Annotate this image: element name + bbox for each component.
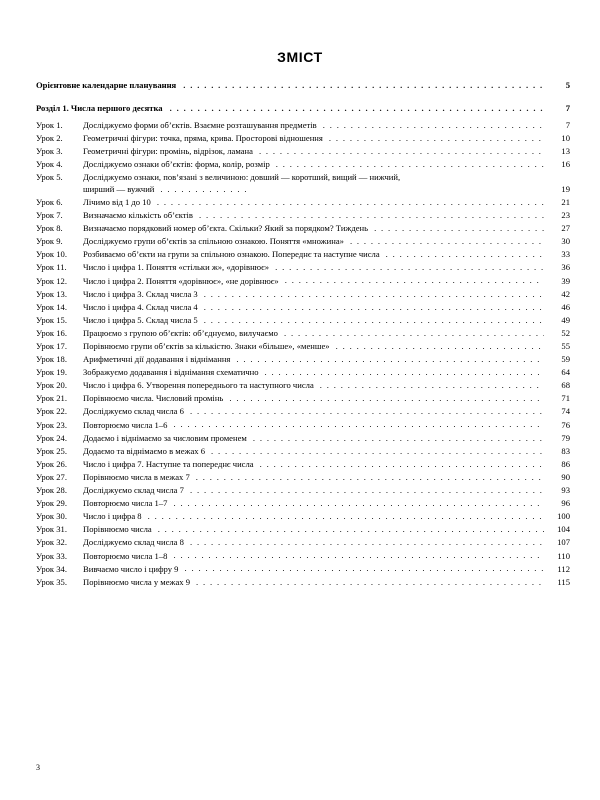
toc-entry-number: Урок 26. [36, 458, 67, 469]
toc-entry-page: 96 [561, 498, 570, 509]
toc-entry-label: Число і цифра 3. Склад числа 3 [83, 288, 198, 299]
toc-entry-page: 112 [557, 563, 570, 574]
toc-entry-label: Порівнюємо числа у межах 9 [83, 576, 191, 587]
toc-entry-number: Урок 22. [36, 406, 67, 417]
toc-entry-number: Урок 17. [36, 341, 67, 351]
toc-entry-lesson[interactable] [36, 512, 570, 522]
toc-entry-lesson[interactable] [36, 160, 570, 170]
toc-entry-lesson[interactable] [36, 447, 570, 457]
dot-leader [170, 104, 544, 113]
toc-entry-label: Число і цифра 7. Наступне та попереднє числа [83, 458, 254, 469]
dot-leader [350, 237, 544, 246]
toc-entry-lesson[interactable] [36, 551, 570, 561]
dot-leader [276, 160, 544, 169]
dot-leader [236, 355, 544, 364]
dot-leader [285, 276, 544, 285]
toc-entry-lesson[interactable] [36, 250, 570, 260]
toc-entry-label-cont: ширший — вужчий [83, 183, 155, 194]
toc-entry-page: 64 [561, 367, 570, 378]
dot-leader [173, 499, 544, 508]
toc-entry-page: 42 [561, 288, 570, 299]
toc-entry-page: 16 [561, 159, 570, 170]
toc-entry-number: Урок 34. [36, 563, 67, 574]
toc-entry-page: 74 [561, 406, 570, 417]
toc-entry-label: Геометричні фігури: промінь, відрізок, ламана [83, 146, 253, 157]
toc-entry-page: 100 [557, 511, 570, 522]
toc-entry-number: Урок 23. [36, 419, 67, 430]
dot-leader [320, 381, 544, 390]
toc-entry-page: 7 [565, 103, 570, 114]
toc-entry-label: Число і цифра 6. Утворення попереднього та наступного числа [83, 380, 314, 391]
dot-leader [173, 420, 544, 429]
toc-entry-lesson[interactable] [36, 407, 570, 417]
toc-entry-label: Зображуємо додавання і віднімання схематично [83, 367, 259, 378]
toc-entry-page: 76 [561, 419, 570, 430]
toc-entry-lesson[interactable] [36, 316, 570, 326]
toc-entry-lesson[interactable] [36, 147, 570, 157]
toc-entry-page: 68 [561, 380, 570, 391]
toc-entry-lesson[interactable] [36, 564, 570, 574]
toc-entry-lesson[interactable] [36, 486, 570, 496]
toc-entry-page: 13 [561, 146, 570, 157]
toc-entry-page: 115 [557, 576, 570, 587]
dot-leader [204, 316, 544, 325]
toc-entry-page: 104 [557, 524, 570, 535]
toc-entry-label: Порівнюємо числа в межах 7 [83, 471, 190, 482]
toc-entry-number: Урок 5. [36, 172, 63, 183]
toc-entry-lesson[interactable] [36, 368, 570, 378]
dot-leader [259, 147, 544, 156]
toc-entry-label: Досліджуємо склад числа 6 [83, 406, 184, 417]
toc-entry-lesson[interactable] [36, 237, 570, 247]
toc-lesson-list [36, 121, 570, 588]
toc-entry-page: 39 [561, 275, 570, 286]
toc-entry-label: Визначаємо порядковий номер об’єкта. Скільки? Який за порядком? Тиждень [83, 223, 369, 234]
toc-entry-label: Визначаємо кількість об’єктів [83, 210, 193, 221]
toc-entry-label: Досліджуємо ознаки об’єктів: форма, колір, розмір [83, 159, 270, 170]
toc-entry-label: Досліджуємо групи об’єктів за спільною ознакою. Поняття «множина» [83, 236, 344, 247]
dot-leader [190, 407, 544, 416]
toc-entry-section-1[interactable] [36, 104, 570, 114]
toc-entry-lesson[interactable] [36, 578, 570, 588]
toc-entry-label: Розбиваємо об’єкти на групи за спільною ознакою. Попереднє та наступне числа [83, 249, 380, 260]
toc-entry-lesson[interactable] [36, 263, 570, 273]
toc-entry-page: 71 [561, 393, 570, 404]
toc-entry-label: Додаємо і віднімаємо за числовим променем [83, 432, 247, 443]
toc-entry-number: Урок 31. [36, 524, 67, 535]
dot-leader [173, 551, 544, 560]
toc-entry-lesson[interactable] [36, 121, 570, 131]
toc-entry-lesson[interactable] [36, 134, 570, 144]
dot-leader [253, 434, 544, 443]
dot-leader [323, 121, 544, 130]
toc-entry-label: Повторюємо числа 1–7 [83, 498, 168, 509]
toc-entry-lesson[interactable] [36, 224, 570, 234]
toc-entry-lesson[interactable] [36, 460, 570, 470]
dot-leader [184, 564, 544, 573]
toc-entry-number: Урок 9. [36, 236, 63, 247]
toc-entry-page: 107 [557, 537, 570, 548]
dot-leader [190, 538, 544, 547]
dot-leader [204, 290, 544, 299]
page-title: ЗМІСТ [277, 49, 323, 65]
dot-leader [148, 512, 544, 521]
toc-entry-label: Лічимо від 1 до 10 [83, 196, 151, 207]
toc-entry-page: 90 [561, 471, 570, 482]
toc-entry-number: Урок 33. [36, 550, 67, 561]
toc-entry-number: Урок 16. [36, 327, 67, 338]
toc-entry-number: Урок 4. [36, 159, 63, 170]
toc-entry-number: Урок 28. [36, 485, 67, 496]
toc-entry-lesson[interactable] [36, 499, 570, 509]
toc-entry-page: 55 [561, 341, 570, 351]
dot-leader [336, 342, 544, 351]
toc-entry-page: 59 [561, 354, 570, 365]
toc-entry-label: Геометричні фігури: точка, пряма, крива. Просторові відношення [83, 133, 323, 144]
toc-entry-label: Число і цифра 8 [83, 511, 142, 522]
toc-entry-page: 7 [565, 120, 570, 131]
toc-entry-lesson[interactable] [36, 303, 570, 313]
toc-entry-page: 19 [561, 183, 570, 194]
toc-entry-lesson[interactable] [36, 538, 570, 548]
toc-entry-number: Урок 21. [36, 393, 67, 404]
toc-entry-lesson[interactable] [36, 381, 570, 391]
dot-leader [265, 368, 544, 377]
toc-entry-page: 33 [561, 249, 570, 260]
toc-entry-number: Урок 3. [36, 146, 63, 157]
toc-entry-number: Урок 35. [36, 576, 67, 587]
toc-entry-label: Число і цифра 5. Склад числа 5 [83, 314, 198, 325]
toc-entry-lesson[interactable] [36, 355, 570, 365]
toc-entry-number: Урок 10. [36, 249, 67, 260]
toc-entry-page: 30 [561, 236, 570, 247]
toc-entry-lesson[interactable] [36, 329, 570, 339]
toc-entry-label: Число і цифра 4. Склад числа 4 [83, 301, 198, 312]
dot-leader [211, 447, 544, 456]
dot-leader [199, 211, 544, 220]
toc-entry-label: Порівнюємо числа [83, 524, 152, 535]
toc-entry-page: 27 [561, 223, 570, 234]
toc-entry-lesson[interactable] [36, 173, 570, 194]
toc-entry-page: 49 [561, 314, 570, 325]
dot-leader [204, 303, 544, 312]
toc-entry-number: Урок 11. [36, 262, 67, 273]
toc-entry-page: 21 [561, 196, 570, 207]
dot-leader [158, 525, 544, 534]
toc-entry-lesson[interactable] [36, 525, 570, 535]
dot-leader [160, 185, 544, 194]
toc-entry-lesson[interactable] [36, 290, 570, 300]
toc-entry-number: Урок 12. [36, 275, 67, 286]
dot-leader [374, 224, 544, 233]
dot-leader [183, 81, 544, 90]
toc-entry-page: 5 [565, 80, 570, 91]
toc-entry-label: Повторюємо числа 1–6 [83, 419, 168, 430]
toc-entry-page: 36 [561, 262, 570, 273]
toc-entry-label: Порівнюємо групи об’єктів за кількістю. Знаки «більше», «менше» [83, 341, 330, 351]
toc-entry-label: Досліджуємо форми об’єктів. Взаємне розташування предметів [83, 120, 317, 131]
toc-entry-page: 86 [561, 458, 570, 469]
toc-entry-number: Урок 25. [36, 445, 67, 456]
toc-entry-number: Урок 27. [36, 471, 67, 482]
toc-entry-page: 10 [561, 133, 570, 144]
toc-entry-page: 110 [557, 550, 570, 561]
toc-entry-lesson[interactable] [36, 473, 570, 483]
toc-entry-number: Урок 19. [36, 367, 67, 378]
toc-entry-number: Урок 24. [36, 432, 67, 443]
toc-entry-label: Порівнюємо числа. Числовий промінь [83, 393, 224, 404]
dot-leader [329, 134, 544, 143]
toc-entry-label: Розділ 1. Числа першого десятка [36, 103, 163, 114]
dot-leader [157, 198, 544, 207]
dot-leader [229, 394, 544, 403]
toc-entry-page: 52 [561, 327, 570, 338]
toc-entry-front-matter[interactable] [36, 81, 570, 91]
toc-entry-label: Працюємо з групою об’єктів: об’єднуємо, вилучаємо [83, 327, 278, 338]
toc-entry-lesson[interactable] [36, 420, 570, 430]
dot-leader [190, 486, 544, 495]
toc-entry-number: Урок 6. [36, 196, 63, 207]
toc-entry-lesson[interactable] [36, 434, 570, 444]
toc-entry-lesson[interactable] [36, 198, 570, 208]
dot-leader [260, 460, 544, 469]
toc-entry-number: Урок 18. [36, 354, 67, 365]
toc-entry-number: Урок 1. [36, 120, 63, 131]
toc-entry-number: Урок 7. [36, 210, 63, 221]
dot-leader [284, 329, 544, 338]
toc-entry-page: 23 [561, 210, 570, 221]
toc-entry-number: Урок 2. [36, 133, 63, 144]
toc-entry-number: Урок 15. [36, 314, 67, 325]
dot-leader [386, 250, 544, 259]
toc-entry-lesson[interactable] [36, 211, 570, 221]
toc-entry-label: Досліджуємо склад числа 7 [83, 485, 184, 496]
toc-entry-number: Урок 13. [36, 288, 67, 299]
toc-entry-number: Урок 30. [36, 511, 67, 522]
toc-entry-label: Досліджуємо склад числа 8 [83, 537, 184, 548]
toc-entry-page: 83 [561, 445, 570, 456]
toc-entry-label: Орієнтовне календарне планування [36, 80, 177, 91]
toc-entry-label: Арифметичні дії додавання і віднімання [83, 354, 231, 365]
toc-entry-label: Число і цифра 1. Поняття «стільки ж», «дорівнює» [83, 262, 270, 273]
toc-entry-label: Додаємо та віднімаємо в межах 6 [83, 445, 206, 456]
toc-entry-page: 79 [561, 432, 570, 443]
toc-entry-lesson[interactable] [36, 394, 570, 404]
toc-entry-number: Урок 14. [36, 301, 67, 312]
toc-entry-page: 46 [561, 301, 570, 312]
toc-entry-label: Число і цифра 2. Поняття «дорівнює», «не дорівнює» [83, 275, 279, 286]
dot-leader [196, 578, 544, 587]
toc-entry-number: Урок 29. [36, 498, 67, 509]
toc-entry-label: Досліджуємо ознаки, пов’язані з величиною: довший — коротший, вищий — нижчий, [83, 172, 401, 183]
toc-entry-lesson[interactable] [36, 342, 570, 352]
toc-entry-number: Урок 32. [36, 537, 67, 548]
dot-leader [196, 473, 544, 482]
toc-entry-lesson[interactable] [36, 276, 570, 286]
toc-entry-number: Урок 20. [36, 380, 67, 391]
page-folio: 3 [36, 763, 40, 772]
toc-entry-label: Вивчаємо число і цифру 9 [83, 563, 179, 574]
toc-entry-number: Урок 8. [36, 223, 63, 234]
table-of-contents [36, 81, 570, 588]
toc-entry-page: 93 [561, 485, 570, 496]
toc-entry-label: Повторюємо числа 1–8 [83, 550, 168, 561]
dot-leader [275, 263, 544, 272]
